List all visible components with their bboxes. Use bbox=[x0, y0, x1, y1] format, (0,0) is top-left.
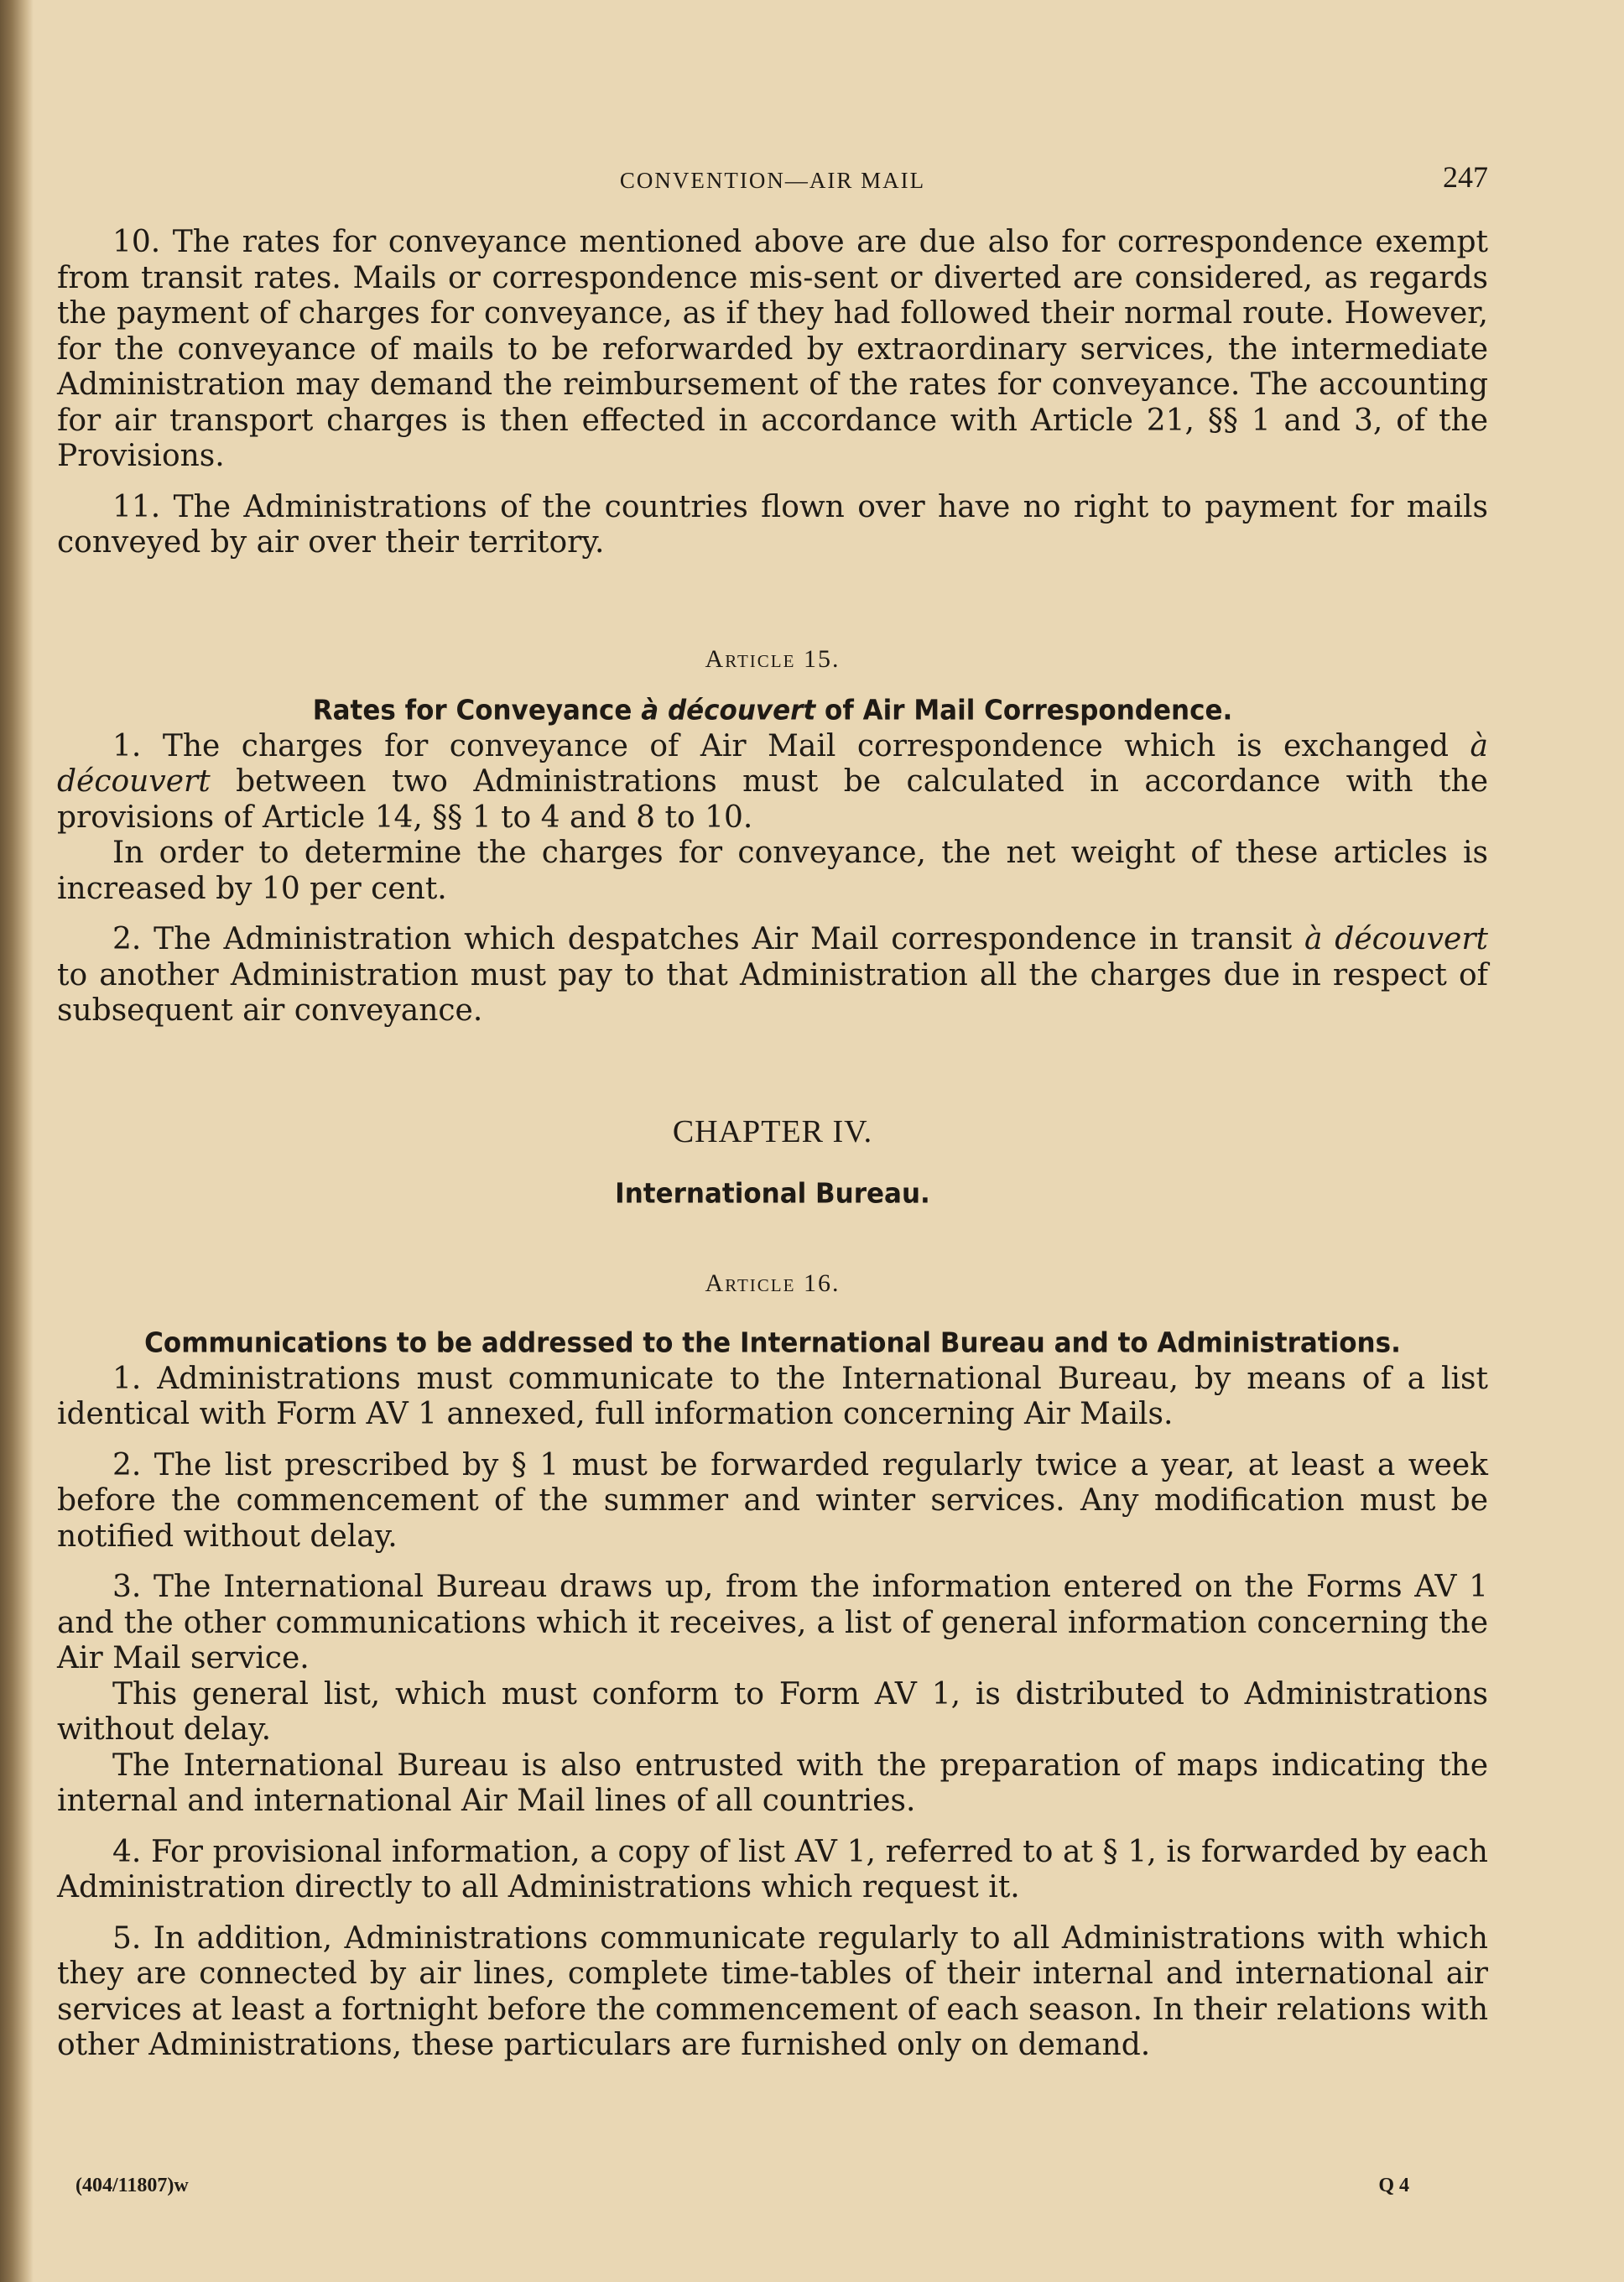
text-run: 1. The charges for conveyance of Air Mail correspondence which is exchanged bbox=[112, 728, 1470, 763]
page-footer bbox=[75, 2175, 1426, 2197]
article-16-paragraph-2: 2. The list prescribed by § 1 must be forwarded regularly twice a year, at least a week before the commencement of the summer and winter services. Any modification must be notified without delay. bbox=[57, 1447, 1488, 1554]
running-head: CONVENTION—AIR MAIL bbox=[619, 168, 926, 193]
text-run: between two Administrations must be calculated in accordance with the provisions of Article 14, §§ 1 to 4 and 8 to 10. bbox=[57, 764, 1488, 835]
article-16-paragraph-3-continuation-2: The International Bureau is also entrusted with the preparation of maps indicating the internal and international Air Mail lines of all countries. bbox=[57, 1748, 1488, 1818]
page-number: 247 bbox=[1443, 160, 1488, 194]
article-14-paragraph-11: 11. The Administrations of the countries flown over have no right to payment for mails conveyed by air over their territory. bbox=[57, 489, 1488, 560]
text-run: 2. The Administration which despatches Air Mail correspondence in transit bbox=[112, 922, 1305, 956]
article-15-title-italic: à découvert bbox=[641, 694, 816, 727]
article-15-paragraph-2 bbox=[57, 922, 1488, 1029]
article-16-paragraph-3: 3. The International Bureau draws up, from the information entered on the Forms AV 1 and the other communications which it receives, a list of general information concerning the Air Mail service. bbox=[57, 1570, 1488, 1675]
book-spine-shadow bbox=[0, 0, 34, 2282]
document-page bbox=[57, 159, 1488, 2064]
page-header bbox=[57, 159, 1488, 206]
article-15-heading: Article 15. bbox=[705, 644, 841, 673]
signature-mark: Q 4 bbox=[1378, 2175, 1409, 2196]
article-16-paragraph-5: 5. In addition, Administrations communicate regularly to all Administrations with which they are connected by air lines, complete time-tables of their internal and international air services at least a fortnight before the commencement of each season. In their relations with other Administrations, these particulars are furnished only on demand. bbox=[57, 1920, 1488, 2062]
article-15-title-part: of Air Mail Correspondence. bbox=[815, 694, 1233, 727]
article-15-paragraph-1 bbox=[57, 729, 1488, 836]
article-14-paragraph-10: 10. The rates for conveyance mentioned above are due also for correspondence exempt from transit rates. Mails or correspondence mis-sent or diverted are considered, as regards the payment of charges for conveyance, as if they had followed their normal route. However, for the conveyance of mails to be reforwarded by extraordinary services, the intermediate Administration may demand the reimbursement of the rates for conveyance. The accounting for air transport charges is then effected in accordance with Article 21, §§ 1 and 3, of the Provisions. bbox=[57, 225, 1488, 473]
italic-term: à découvert bbox=[1304, 922, 1488, 956]
article-16-paragraph-1: 1. Administrations must communicate to the International Bureau, by means of a list identical with Form AV 1 annexed, full information concerning Air Mails. bbox=[57, 1361, 1488, 1431]
text-run: to another Administration must pay to that Administration all the charges due in respect of subsequent air conveyance. bbox=[57, 957, 1488, 1028]
article-16-title: Communications to be addressed to the International Bureau and to Administrations. bbox=[144, 1326, 1401, 1359]
article-15-paragraph-1-continuation: In order to determine the charges for conveyance, the net weight of these articles is increased by 10 per cent. bbox=[57, 836, 1488, 906]
print-code: (404/11807)w bbox=[75, 2175, 189, 2196]
article-16-paragraph-4: 4. For provisional information, a copy of list AV 1, referred to at § 1, is forwarded by each Administration directly to all Administrations which request it. bbox=[57, 1834, 1488, 1904]
article-16-paragraph-3-continuation-1: This general list, which must conform to Form AV 1, is distributed to Administrations without delay. bbox=[57, 1676, 1488, 1747]
article-15-title-part: Rates for Conveyance bbox=[312, 694, 642, 727]
chapter-title: International Bureau. bbox=[615, 1177, 930, 1210]
article-16-heading: Article 16. bbox=[705, 1269, 841, 1297]
italic-term: à découvert bbox=[57, 728, 1488, 799]
chapter-heading: CHAPTER IV. bbox=[672, 1113, 873, 1149]
article-15-title bbox=[57, 690, 1488, 729]
